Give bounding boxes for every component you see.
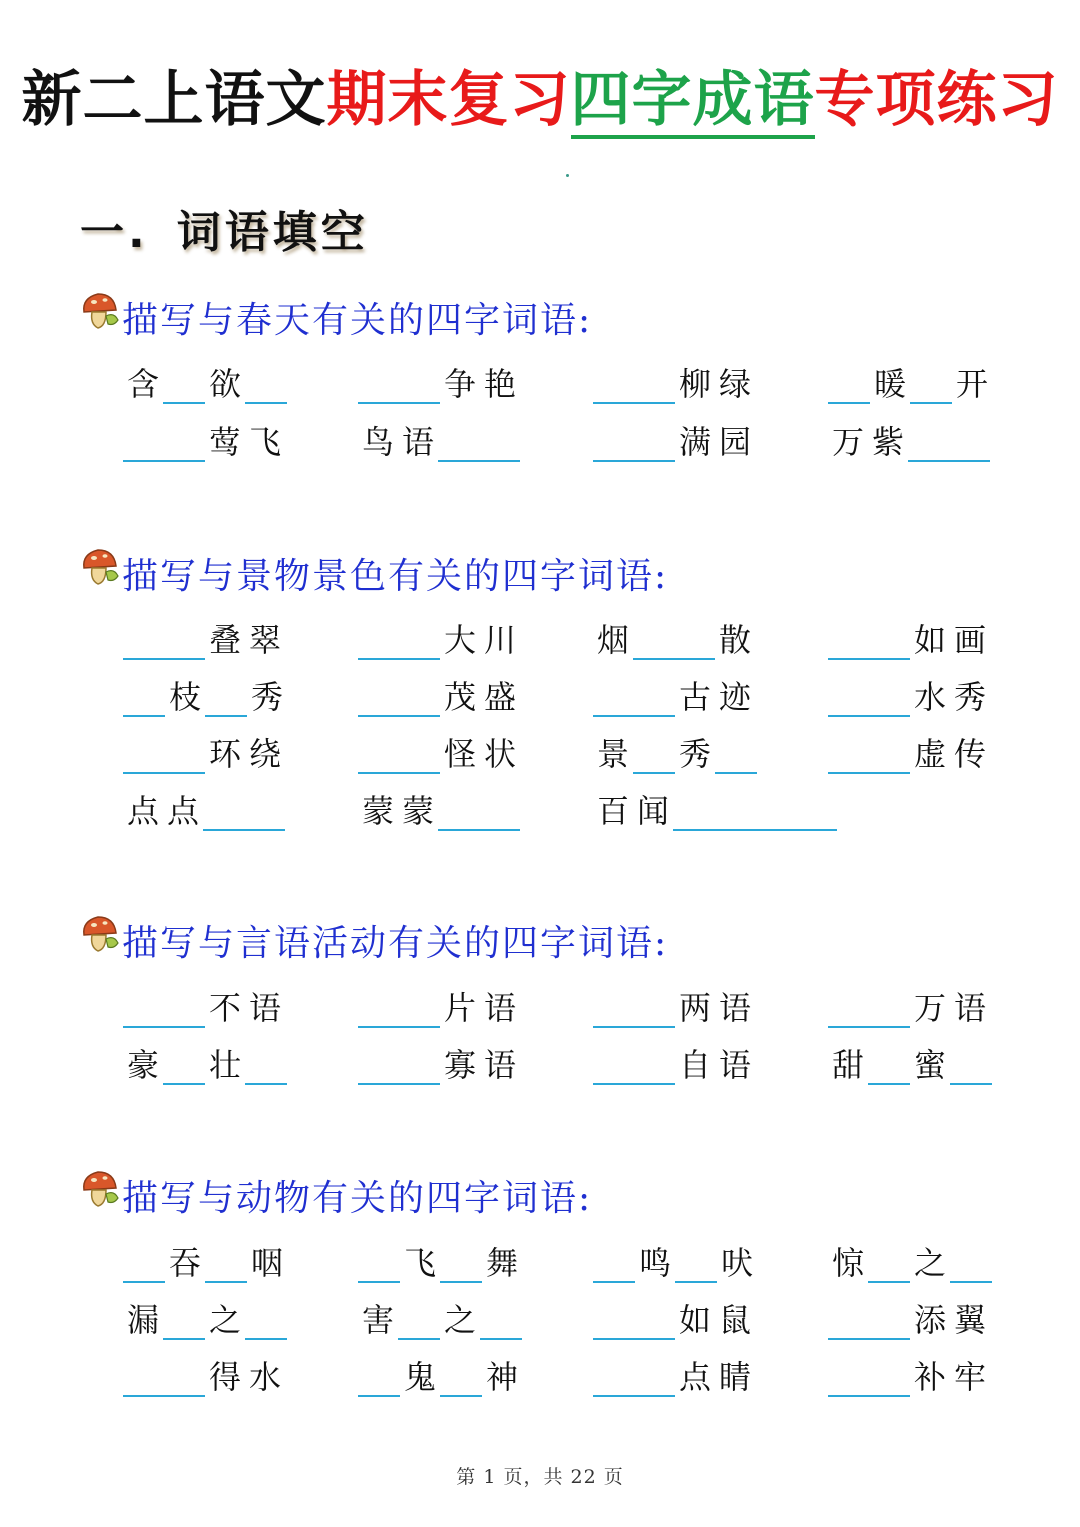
idiom-char: 牢 bbox=[953, 1358, 986, 1396]
fill-blank[interactable] bbox=[593, 677, 675, 717]
fill-blank[interactable] bbox=[163, 1045, 205, 1085]
fill-blank[interactable] bbox=[593, 1045, 675, 1085]
fill-blank[interactable] bbox=[358, 1045, 440, 1085]
idiom-item bbox=[123, 984, 285, 1028]
idiom-item bbox=[123, 1353, 285, 1397]
idiom-char: 点 bbox=[678, 1358, 711, 1396]
fill-blank[interactable] bbox=[123, 988, 205, 1028]
decorative-dot bbox=[566, 174, 569, 177]
fill-blank[interactable] bbox=[828, 734, 910, 774]
fill-blank[interactable] bbox=[123, 1243, 165, 1283]
idiom-item bbox=[358, 1239, 522, 1283]
fill-blank[interactable] bbox=[358, 734, 440, 774]
idiom-item bbox=[593, 1296, 755, 1340]
idiom-char: 争 bbox=[443, 365, 476, 403]
idiom-item bbox=[123, 616, 285, 660]
idiom-item bbox=[358, 418, 520, 462]
idiom-item bbox=[828, 1296, 990, 1340]
idiom-char: 万 bbox=[831, 423, 864, 461]
fill-blank[interactable] bbox=[828, 1357, 910, 1397]
idiom-char: 秀 bbox=[250, 678, 283, 716]
category-heading-text: 描写与动物有关的四字词语: bbox=[122, 1178, 593, 1219]
idiom-char: 语 bbox=[248, 989, 281, 1027]
idiom-char: 豪 bbox=[126, 1046, 159, 1084]
idiom-item bbox=[828, 1239, 992, 1283]
idiom-item bbox=[828, 616, 990, 660]
idiom-item bbox=[358, 1041, 520, 1085]
idiom-char: 补 bbox=[913, 1358, 946, 1396]
fill-blank[interactable] bbox=[163, 1300, 205, 1340]
idiom-item bbox=[593, 787, 837, 831]
fill-blank[interactable] bbox=[593, 422, 675, 462]
mushroom-icon bbox=[78, 542, 122, 588]
idiom-char: 鼠 bbox=[718, 1301, 751, 1339]
idiom-char: 欲 bbox=[208, 365, 241, 403]
mushroom-icon bbox=[78, 1164, 122, 1210]
fill-blank[interactable] bbox=[245, 1045, 287, 1085]
idiom-char: 满 bbox=[678, 423, 711, 461]
idiom-char: 语 bbox=[718, 1046, 751, 1084]
title-part-3: 四字成语 bbox=[571, 65, 815, 139]
idiom-char: 状 bbox=[483, 735, 516, 773]
idiom-char: 秀 bbox=[953, 678, 986, 716]
idiom-item bbox=[828, 1041, 992, 1085]
idiom-char: 如 bbox=[678, 1301, 711, 1339]
fill-blank[interactable] bbox=[828, 988, 910, 1028]
idiom-char: 百 bbox=[596, 792, 629, 830]
fill-blank[interactable] bbox=[203, 791, 285, 831]
idiom-item bbox=[358, 1353, 522, 1397]
idiom-item bbox=[593, 673, 755, 717]
idiom-item bbox=[123, 418, 285, 462]
idiom-item bbox=[593, 1239, 757, 1283]
idiom-item bbox=[828, 673, 990, 717]
idiom-char: 叠 bbox=[208, 621, 241, 659]
fill-blank[interactable] bbox=[123, 1357, 205, 1397]
idiom-char: 虚 bbox=[913, 735, 946, 773]
idiom-item bbox=[358, 360, 520, 404]
idiom-item bbox=[593, 1041, 755, 1085]
title-part-1: 新二上语文 bbox=[21, 65, 327, 135]
fill-blank[interactable] bbox=[828, 364, 870, 404]
idiom-char: 漏 bbox=[126, 1301, 159, 1339]
fill-blank[interactable] bbox=[358, 1357, 400, 1397]
idiom-item bbox=[828, 418, 990, 462]
idiom-char: 环 bbox=[208, 735, 241, 773]
idiom-char: 飞 bbox=[248, 423, 281, 461]
idiom-char: 鸣 bbox=[638, 1244, 671, 1282]
fill-blank[interactable] bbox=[950, 1243, 992, 1283]
idiom-char: 两 bbox=[678, 989, 711, 1027]
idiom-char: 语 bbox=[953, 989, 986, 1027]
fill-blank[interactable] bbox=[440, 1243, 482, 1283]
idiom-char: 迹 bbox=[718, 678, 751, 716]
idiom-char: 自 bbox=[678, 1046, 711, 1084]
idiom-char: 大 bbox=[443, 621, 476, 659]
fill-blank[interactable] bbox=[438, 422, 520, 462]
fill-blank[interactable] bbox=[358, 364, 440, 404]
idiom-item bbox=[358, 673, 520, 717]
category-heading-text: 描写与春天有关的四字词语: bbox=[122, 300, 593, 341]
idiom-char: 之 bbox=[443, 1301, 476, 1339]
section-number: 一. bbox=[80, 207, 149, 258]
fill-blank[interactable] bbox=[438, 791, 520, 831]
fill-blank[interactable] bbox=[163, 364, 205, 404]
idiom-char: 鬼 bbox=[403, 1358, 436, 1396]
idiom-item bbox=[828, 1353, 990, 1397]
idiom-char: 鸟 bbox=[361, 423, 394, 461]
idiom-char: 点 bbox=[166, 792, 199, 830]
idiom-char: 散 bbox=[718, 621, 751, 659]
category-heading-text: 描写与景物景色有关的四字词语: bbox=[122, 556, 669, 597]
fill-blank[interactable] bbox=[398, 1300, 440, 1340]
idiom-char: 翼 bbox=[953, 1301, 986, 1339]
title-part-4: 专项练习 bbox=[814, 65, 1059, 135]
idiom-char: 秀 bbox=[678, 735, 711, 773]
fill-blank[interactable] bbox=[593, 1300, 675, 1340]
idiom-char: 舞 bbox=[485, 1244, 518, 1282]
fill-blank[interactable] bbox=[245, 1300, 287, 1340]
page-title bbox=[0, 52, 1080, 138]
mushroom-icon bbox=[78, 909, 122, 955]
idiom-item bbox=[123, 673, 287, 717]
idiom-char: 语 bbox=[401, 423, 434, 461]
fill-blank[interactable] bbox=[123, 422, 205, 462]
fill-blank[interactable] bbox=[673, 791, 837, 831]
idiom-char: 害 bbox=[361, 1301, 394, 1339]
fill-blank[interactable] bbox=[828, 620, 910, 660]
idiom-item bbox=[593, 1353, 755, 1397]
idiom-char: 甜 bbox=[831, 1046, 864, 1084]
idiom-item bbox=[828, 360, 992, 404]
idiom-char: 万 bbox=[913, 989, 946, 1027]
fill-blank[interactable] bbox=[123, 734, 205, 774]
idiom-item bbox=[358, 984, 520, 1028]
fill-blank[interactable] bbox=[205, 677, 247, 717]
idiom-char: 开 bbox=[955, 365, 988, 403]
fill-blank[interactable] bbox=[245, 364, 287, 404]
idiom-char: 茂 bbox=[443, 678, 476, 716]
idiom-char: 绿 bbox=[718, 365, 751, 403]
idiom-char: 盛 bbox=[483, 678, 516, 716]
idiom-char: 不 bbox=[208, 989, 241, 1027]
idiom-char: 之 bbox=[913, 1244, 946, 1282]
idiom-char: 语 bbox=[718, 989, 751, 1027]
fill-blank[interactable] bbox=[868, 1045, 910, 1085]
idiom-char: 睛 bbox=[718, 1358, 751, 1396]
fill-blank[interactable] bbox=[358, 1243, 400, 1283]
idiom-item bbox=[828, 984, 990, 1028]
idiom-char: 吞 bbox=[168, 1244, 201, 1282]
idiom-char: 壮 bbox=[208, 1046, 241, 1084]
idiom-char: 语 bbox=[483, 1046, 516, 1084]
idiom-item bbox=[593, 360, 755, 404]
fill-blank[interactable] bbox=[633, 620, 715, 660]
fill-blank[interactable] bbox=[910, 364, 952, 404]
idiom-char: 神 bbox=[485, 1358, 518, 1396]
idiom-char: 暖 bbox=[873, 365, 906, 403]
idiom-char: 烟 bbox=[596, 621, 629, 659]
fill-blank[interactable] bbox=[715, 734, 757, 774]
idiom-char: 莺 bbox=[208, 423, 241, 461]
idiom-char: 得 bbox=[208, 1358, 241, 1396]
idiom-char: 添 bbox=[913, 1301, 946, 1339]
fill-blank[interactable] bbox=[440, 1357, 482, 1397]
fill-blank[interactable] bbox=[593, 1357, 675, 1397]
idiom-char: 园 bbox=[718, 423, 751, 461]
section-title-text: 词语填空 bbox=[176, 207, 369, 258]
idiom-item bbox=[593, 616, 755, 660]
idiom-char: 艳 bbox=[483, 365, 516, 403]
fill-blank[interactable] bbox=[123, 620, 205, 660]
fill-blank[interactable] bbox=[828, 1300, 910, 1340]
idiom-char: 片 bbox=[443, 989, 476, 1027]
idiom-char: 川 bbox=[483, 621, 516, 659]
fill-blank[interactable] bbox=[358, 677, 440, 717]
idiom-char: 柳 bbox=[678, 365, 711, 403]
idiom-item bbox=[123, 730, 285, 774]
idiom-item bbox=[358, 1296, 522, 1340]
idiom-char: 惊 bbox=[831, 1244, 864, 1282]
idiom-char: 闻 bbox=[636, 792, 669, 830]
fill-blank[interactable] bbox=[593, 1243, 635, 1283]
fill-blank[interactable] bbox=[908, 422, 990, 462]
idiom-item bbox=[828, 730, 990, 774]
section-title bbox=[80, 196, 369, 260]
idiom-item bbox=[593, 984, 755, 1028]
fill-blank[interactable] bbox=[480, 1300, 522, 1340]
idiom-char: 古 bbox=[678, 678, 711, 716]
mushroom-icon bbox=[78, 286, 122, 332]
idiom-char: 蒙 bbox=[361, 792, 394, 830]
fill-blank[interactable] bbox=[950, 1045, 992, 1085]
fill-blank[interactable] bbox=[123, 677, 165, 717]
idiom-item bbox=[123, 1041, 287, 1085]
idiom-char: 点 bbox=[126, 792, 159, 830]
category-heading-text: 描写与言语活动有关的四字词语: bbox=[122, 923, 669, 964]
idiom-char: 画 bbox=[953, 621, 986, 659]
idiom-char: 寡 bbox=[443, 1046, 476, 1084]
idiom-char: 水 bbox=[913, 678, 946, 716]
idiom-item bbox=[123, 360, 287, 404]
idiom-char: 吠 bbox=[720, 1244, 753, 1282]
idiom-item bbox=[123, 1296, 287, 1340]
idiom-item bbox=[593, 418, 755, 462]
idiom-item bbox=[593, 730, 757, 774]
idiom-item bbox=[358, 616, 520, 660]
idiom-char: 怪 bbox=[443, 735, 476, 773]
fill-blank[interactable] bbox=[675, 1243, 717, 1283]
idiom-char: 绕 bbox=[248, 735, 281, 773]
fill-blank[interactable] bbox=[358, 988, 440, 1028]
fill-blank[interactable] bbox=[633, 734, 675, 774]
fill-blank[interactable] bbox=[868, 1243, 910, 1283]
fill-blank[interactable] bbox=[593, 364, 675, 404]
fill-blank[interactable] bbox=[205, 1243, 247, 1283]
idiom-item bbox=[123, 787, 285, 831]
title-part-2: 期末复习 bbox=[326, 65, 571, 135]
idiom-char: 含 bbox=[126, 365, 159, 403]
idiom-char: 枝 bbox=[168, 678, 201, 716]
idiom-char: 咽 bbox=[250, 1244, 283, 1282]
idiom-item bbox=[358, 730, 520, 774]
idiom-char: 如 bbox=[913, 621, 946, 659]
idiom-char: 传 bbox=[953, 735, 986, 773]
idiom-char: 蒙 bbox=[401, 792, 434, 830]
idiom-char: 景 bbox=[596, 735, 629, 773]
idiom-char: 翠 bbox=[248, 621, 281, 659]
idiom-char: 之 bbox=[208, 1301, 241, 1339]
idiom-char: 蜜 bbox=[913, 1046, 946, 1084]
idiom-char: 紫 bbox=[871, 423, 904, 461]
idiom-item bbox=[123, 1239, 287, 1283]
idiom-item bbox=[358, 787, 520, 831]
page-footer: 第 1 页，共 22 页 bbox=[456, 1466, 624, 1488]
idiom-char: 水 bbox=[248, 1358, 281, 1396]
fill-blank[interactable] bbox=[593, 988, 675, 1028]
idiom-char: 飞 bbox=[403, 1244, 436, 1282]
idiom-char: 语 bbox=[483, 989, 516, 1027]
fill-blank[interactable] bbox=[358, 620, 440, 660]
fill-blank[interactable] bbox=[828, 677, 910, 717]
